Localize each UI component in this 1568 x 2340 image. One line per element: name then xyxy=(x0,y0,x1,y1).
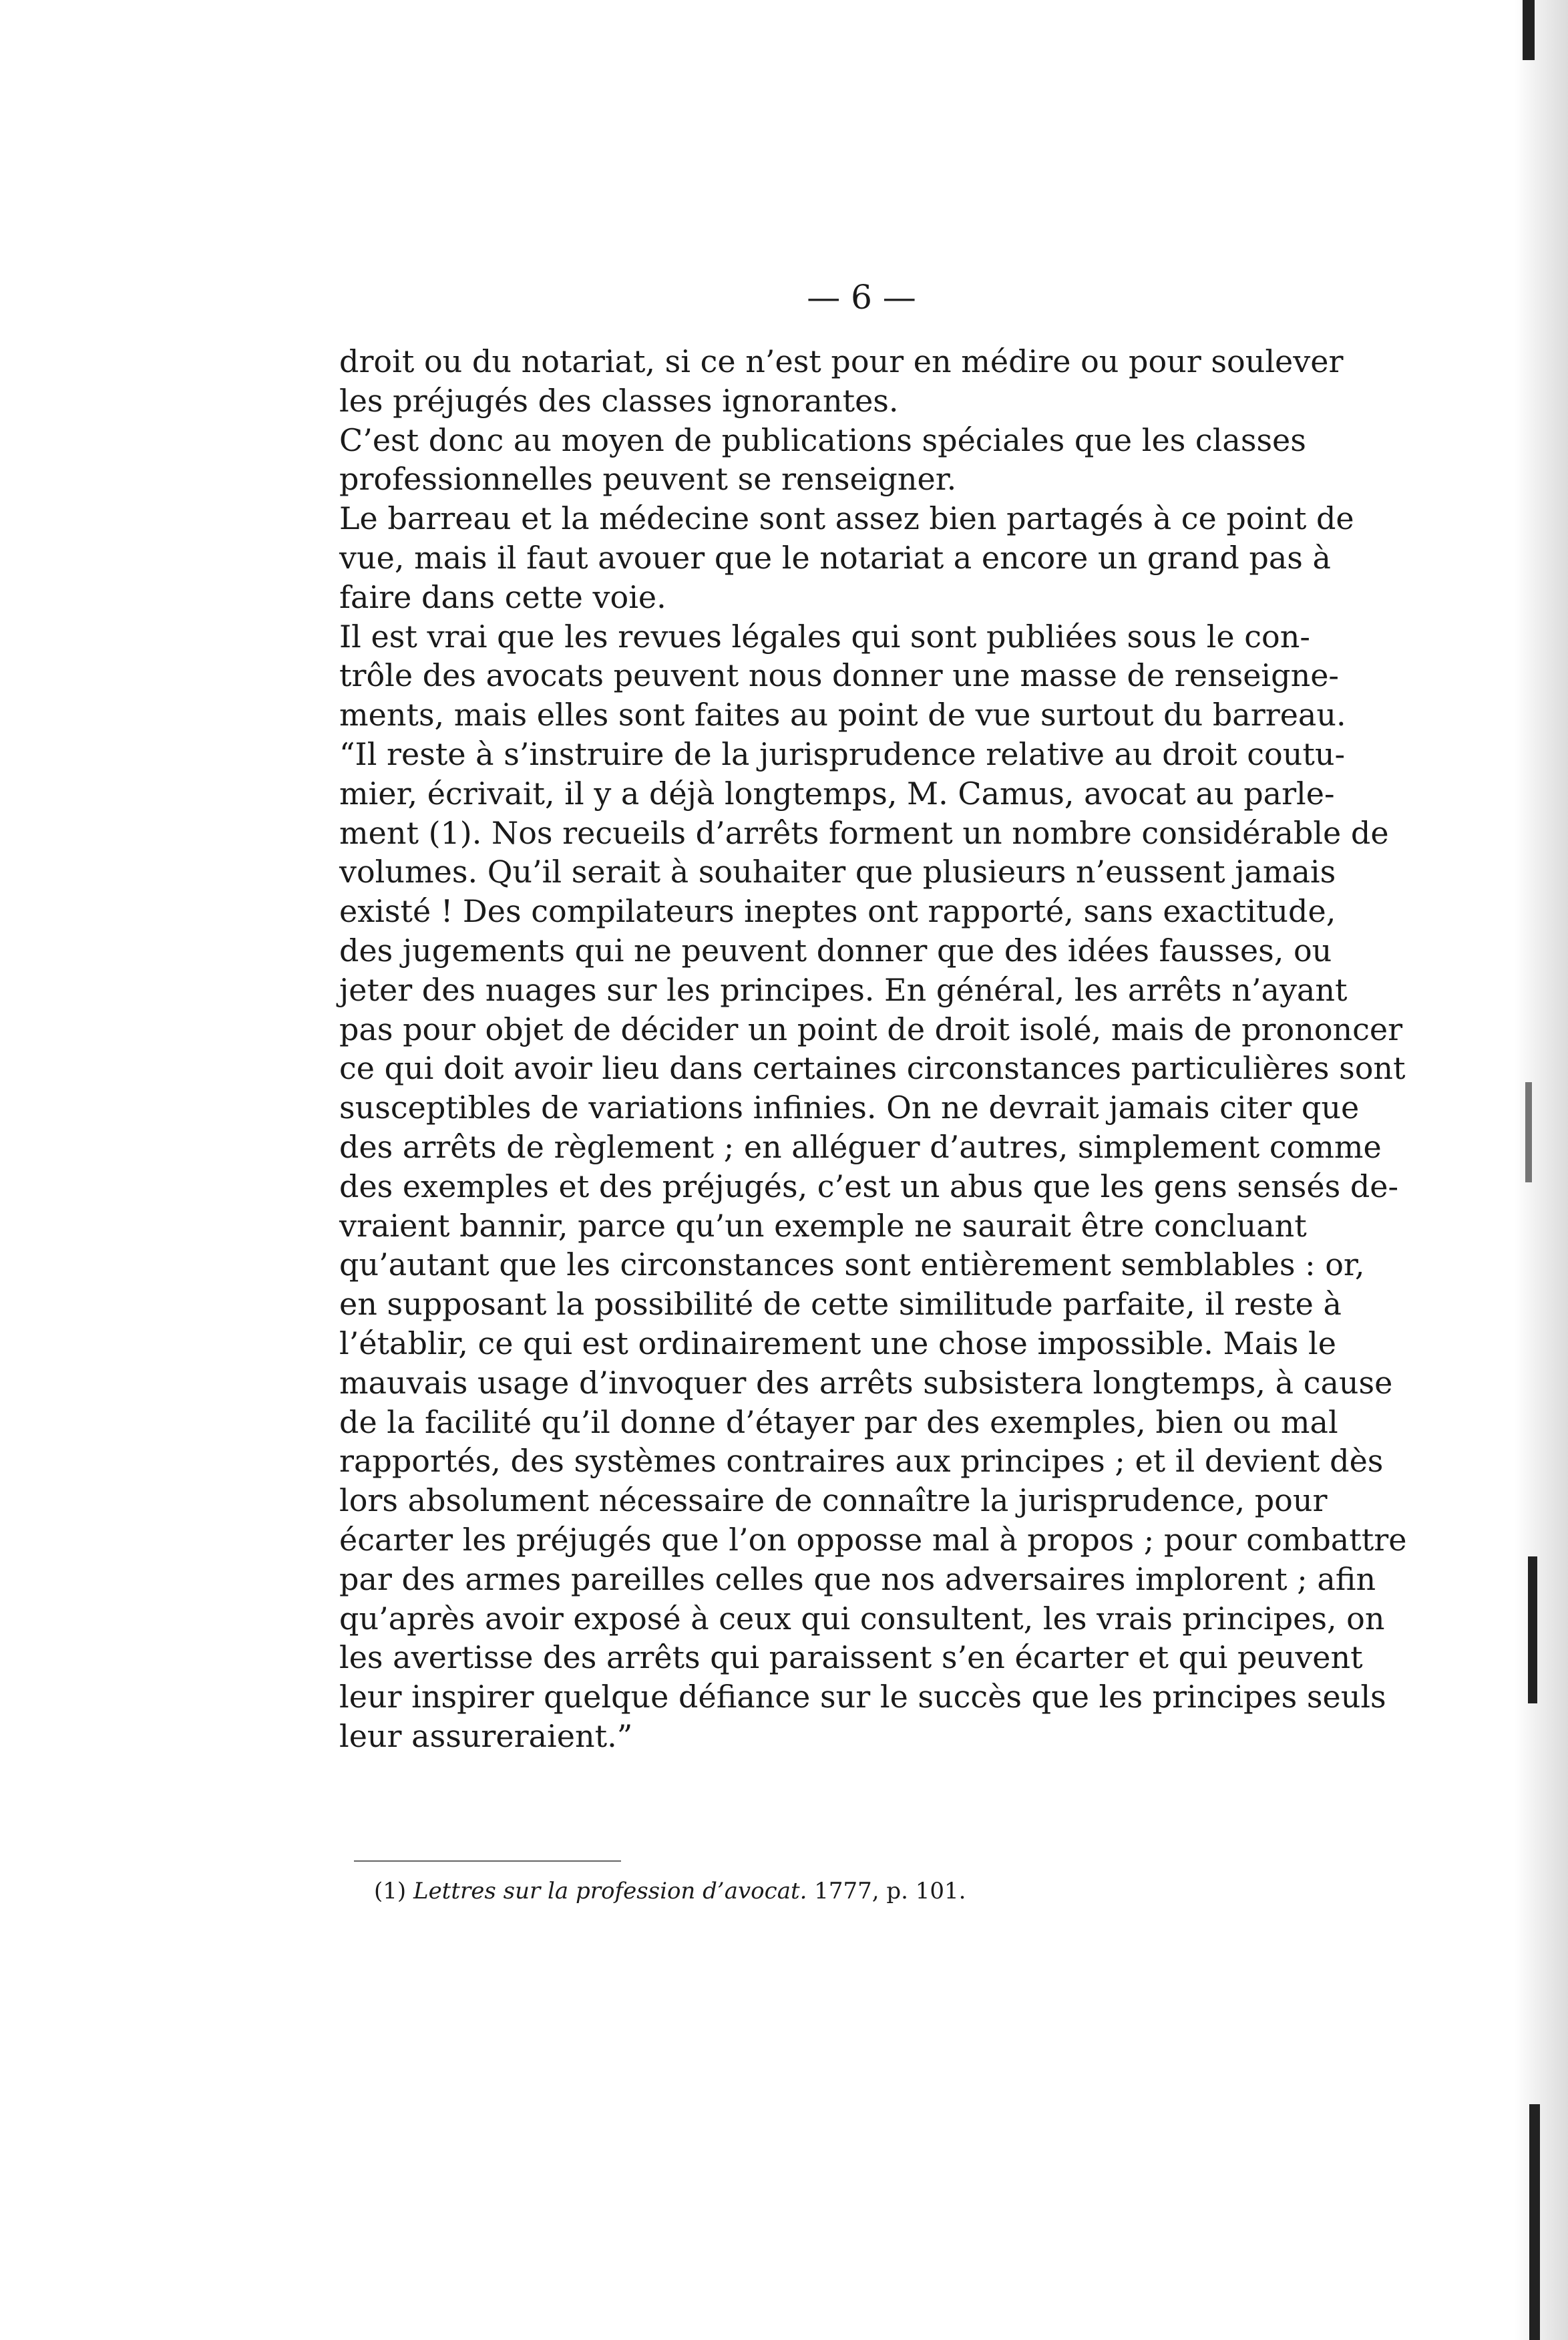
text-line: mier, écrivait, il y a déjà longtemps, M. Camus, avocat au parle- xyxy=(339,775,1335,812)
text-line: ments, mais elles sont faites au point de vue surtout du barreau. xyxy=(339,697,1346,733)
scan-artifact xyxy=(1525,1082,1532,1182)
text-line: droit ou du notariat, si ce n’est pour en médire ou pour soulever xyxy=(339,343,1344,379)
text-line: volumes. Qu’il serait à souhaiter que plusieurs n’eussent jamais xyxy=(339,854,1336,890)
text-line: des jugements qui ne peuvent donner que des idées fausses, ou xyxy=(339,932,1332,969)
footnote xyxy=(374,1874,966,1908)
footnote-title: Lettres sur la profession d’avocat. xyxy=(413,1878,807,1904)
text-line: leur inspirer quelque défiance sur le succès que les principes seuls xyxy=(339,1679,1386,1715)
text-line: vue, mais il faut avouer que le notariat a encore un grand pas à xyxy=(339,539,1331,576)
text-line: faire dans cette voie. xyxy=(339,578,666,615)
text-line: mauvais usage d’invoquer des arrêts subsistera longtemps, à cause xyxy=(339,1364,1393,1401)
text-line: professionnelles peuvent se renseigner. xyxy=(339,461,957,498)
text-line: des exemples et des préjugés, c’est un abus que les gens sensés de- xyxy=(339,1168,1399,1204)
text-line: les avertisse des arrêts qui paraissent s’en écarter et qui peuvent xyxy=(339,1639,1363,1676)
text-line: rapportés, des systèmes contraires aux principes ; et il devient dès xyxy=(339,1443,1384,1480)
text-line: des arrêts de règlement ; en alléguer d’autres, simplement comme xyxy=(339,1128,1382,1165)
footnote-marker: (1) xyxy=(374,1878,407,1904)
text-line: lors absolument nécessaire de connaître la jurisprudence, pour xyxy=(339,1482,1328,1519)
text-line: C’est donc au moyen de publications spéciales que les classes xyxy=(339,422,1306,458)
text-line: qu’après avoir exposé à ceux qui consultent, les vrais principes, on xyxy=(339,1600,1385,1637)
footnote-divider xyxy=(354,1860,621,1862)
text-line: ment (1). Nos recueils d’arrêts forment un nombre considérable de xyxy=(339,814,1389,851)
text-line: vraient bannir, parce qu’un exemple ne saurait être concluant xyxy=(339,1207,1307,1244)
text-line: existé ! Des compilateurs ineptes ont rapporté, sans exactitude, xyxy=(339,893,1336,930)
footnote-details: 1777, p. 101. xyxy=(814,1878,966,1904)
scan-edge-shadow xyxy=(1515,0,1568,2340)
text-line: de la facilité qu’il donne d’étayer par des exemples, bien ou mal xyxy=(339,1403,1338,1440)
text-line: par des armes pareilles celles que nos adversaires implorent ; afin xyxy=(339,1560,1376,1597)
scan-artifact xyxy=(1529,2104,1540,2340)
text-line: l’établir, ce qui est ordinairement une chose impossible. Mais le xyxy=(339,1325,1336,1361)
text-line: qu’autant que les circonstances sont entièrement semblables : or, xyxy=(339,1246,1365,1283)
text-line: Le barreau et la médecine sont assez bien partagés à ce point de xyxy=(339,500,1354,537)
text-line: Il est vrai que les revues légales qui sont publiées sous le con- xyxy=(339,618,1310,655)
text-line: susceptibles de variations infinies. On ne devrait jamais citer que xyxy=(339,1090,1360,1126)
text-line: ce qui doit avoir lieu dans certaines circonstances particulières sont xyxy=(339,1050,1406,1087)
scan-artifact xyxy=(1523,0,1535,60)
text-line: écarter les préjugés que l’on opposse mal à propos ; pour combattre xyxy=(339,1521,1407,1558)
text-line: leur assureraient.” xyxy=(339,1717,633,1754)
text-line: trôle des avocats peuvent nous donner une masse de renseigne- xyxy=(339,657,1339,694)
text-line: pas pour objet de décider un point de droit isolé, mais de prononcer xyxy=(339,1011,1403,1047)
page-number: — 6 — xyxy=(807,278,916,317)
text-line: en supposant la possibilité de cette similitude parfaite, il reste à xyxy=(339,1286,1342,1323)
scan-artifact xyxy=(1528,1556,1537,1703)
text-line: “Il reste à s’instruire de la jurisprudence relative au droit coutu- xyxy=(339,735,1345,772)
text-line: les préjugés des classes ignorantes. xyxy=(339,382,899,419)
text-line: jeter des nuages sur les principes. En général, les arrêts n’ayant xyxy=(339,971,1348,1008)
body-text xyxy=(339,342,1434,1756)
